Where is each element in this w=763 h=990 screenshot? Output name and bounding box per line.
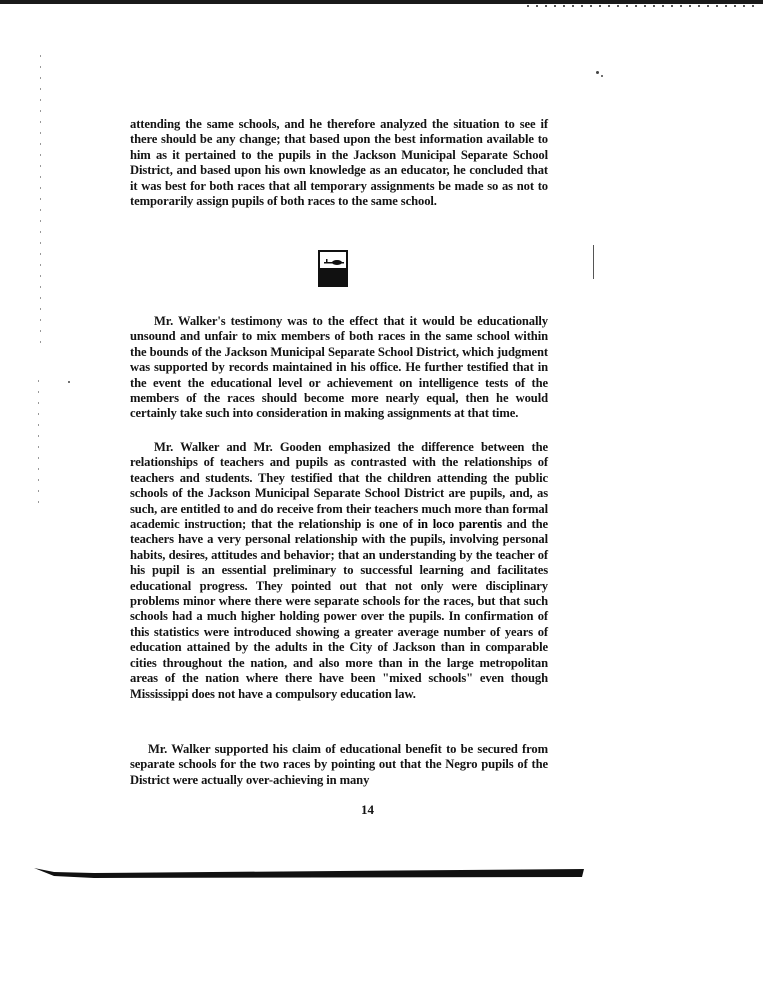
paragraph-text: [130, 440, 548, 702]
scan-speck: [601, 75, 603, 77]
paragraph-teacher-relationship: [130, 440, 548, 702]
left-margin-scan-marks-lower: [38, 380, 39, 510]
printer-ornament-icon: [318, 250, 348, 287]
paragraph-text: Mr. Walker's testimony was to the effect that it would be educationally unsound and unfair to mix members of both races in the same school within the bounds of the Jackson Municipal Separate School District, which judgment was supported by records maintained in his office. He further testified that in the event the educational level or achievement on intelligence tests of the members of the races should become more nearly equal, then he would certainly take such into consideration in making assignments at that time.: [130, 314, 548, 421]
scan-speck: [68, 381, 70, 383]
scan-speck: [596, 71, 599, 74]
top-border-dots: [527, 5, 757, 7]
latin-emphasis: in loco parentis: [417, 517, 502, 532]
intro-paragraph-text: attending the same schools, and he therefore analyzed the situation to see if there should be any change; that based upon the best information available to him as it pertained to the pupils in the Jackson Municipal Separate School District, and based upon his own knowledge as an educator, he concluded that it was best for both races that all temporary assignments be made so as not to temporarily assign pupils of both races to the same school.: [130, 117, 548, 209]
ornament-glyph-icon: [324, 259, 344, 267]
left-margin-scan-marks: [40, 55, 41, 345]
paragraph-walker-testimony: [130, 314, 548, 422]
intro-paragraph: [130, 117, 548, 209]
page-number: 14: [361, 802, 374, 817]
ornament-block: [320, 268, 346, 285]
bottom-border-rule: [34, 866, 584, 880]
top-border-rule: [0, 0, 763, 4]
paragraph-text: Mr. Walker supported his claim of educational benefit to be secured from separate schools for the two races by pointing out that the Negro pupils of the District were actually over-achieving in many: [130, 742, 548, 787]
paragraph-text-before: Mr. Walker and Mr. Gooden emphasized the difference between the relationships of teachers and pupils as contrasted with the relationships of teachers and students. They testified that the children attending the public schools of the Jackson Municipal Separate School District are pupils, and, as such, are entitled to and do receive from their teachers much more than formal academic instruction; that the relationship is one of: [130, 440, 548, 532]
right-margin-mark: [593, 245, 594, 279]
paragraph-text-after: and the teachers have a very personal relationship with the pupils, involving personal habits, desires, attitudes and behavior; that an understanding by the teacher of his pupil is an essential preliminary to successful learning and facilitates educational progress. They pointed out that not only were disciplinary problems minor where there were separate schools for the races, but that such schools had a much higher holding power over the pupils. In confirmation of this statistics were introduced showing a greater average number of years of education attained by the adults in the City of Jackson than in comparable cities throughout the nation, and also more than in the large metropolitan areas of the nation where there have been "mixed schools" even though Mississippi does not have a compulsory education law.: [130, 517, 549, 701]
paragraph-educational-benefit: [130, 742, 548, 788]
